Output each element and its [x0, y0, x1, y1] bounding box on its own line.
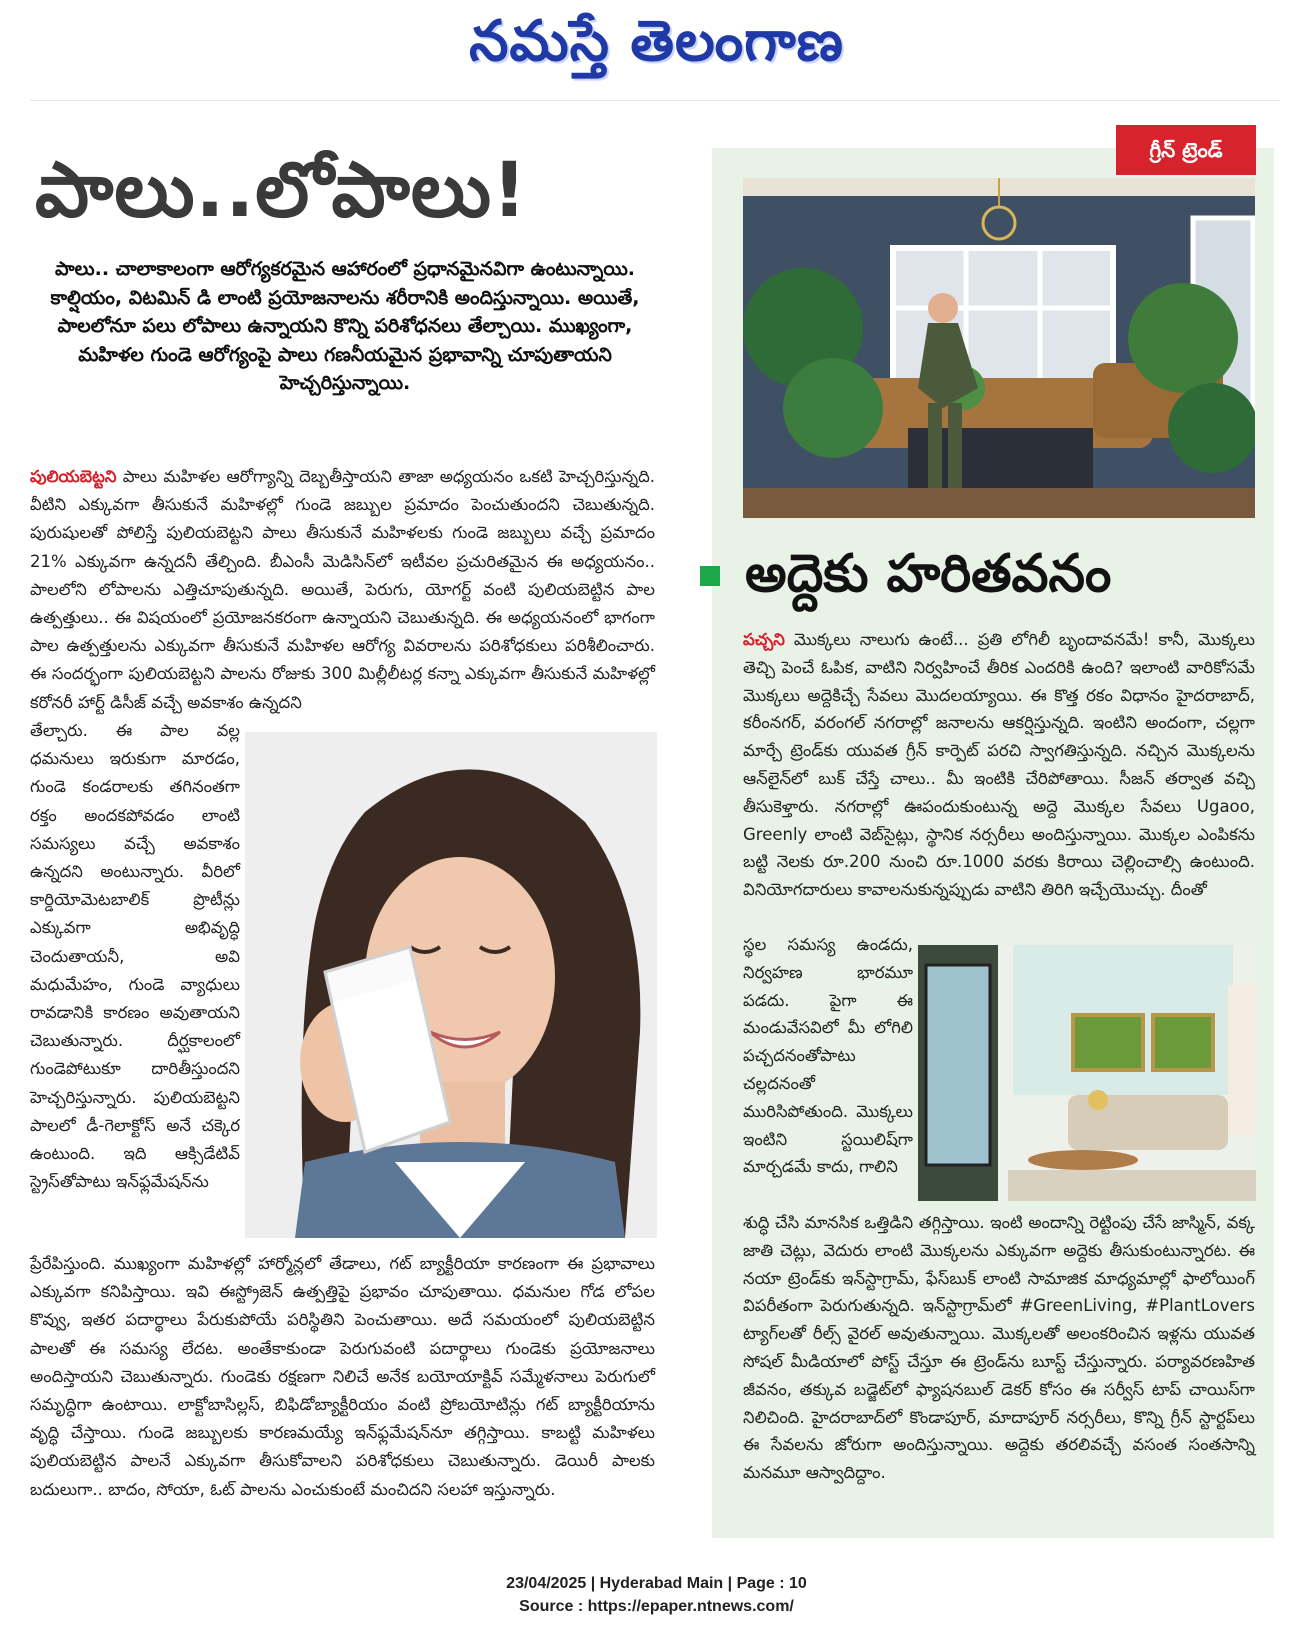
footer-source: Source : https://epaper.ntnews.com/	[519, 1598, 794, 1615]
right-body-bottom: శుద్ధి చేసి మానసిక ఒత్తిడిని తగ్గిస్తాయి. ఇంటి అందాన్ని రెట్టింపు చేసే జాస్మిన్, వక్క జాతి చెట్లు, వెదురు లాంటి మొక్కలను ఎక్కువగా అద్దెకు తీసుకుంటున్నారట. ఈ నయా ట్రెండ్‌కు ఇన్‌స్టాగ్రామ్, ఫేస్‌బుక్ లాంటి సామాజిక మాధ్యమాల్లో ఫాలోయింగ్ విపరీతంగా పెరుగుతున్నది. ఇన్‌స్టాగ్రామ్‌లో #GreenLiving, #PlantLovers ట్యాగ్‌లతో రీల్స్ వైరల్ అవుతున్నాయి. మొక్కలతో అలంకరించిన ఇళ్లను యువత సోషల్ మీడియాలో పోస్ట్ చేస్తూ ఈ ట్రెండ్‌ను బూస్ట్ చేస్తున్నారు. పర్యావరణహిత జీవనం, తక్కువ బడ్జెట్‌లో ఫ్యాషనబుల్ డెకర్ కోసం ఈ సర్వీస్ టాప్ చాయిస్‌గా నిలిచింది. హైదరాబాద్‌లో కొండాపూర్, మాదాపూర్ నర్సరీలు, కొన్ని గ్రీన్ స్టార్టప్‌లు ఈ సేవలను జోరుగా అందిస్తున్నాయి. అద్దెకు తరలివచ్చే వసంత సంతసాన్ని మనమూ ఆస్వాదిద్దాం.	[743, 1213, 1255, 1483]
living-room-photo	[918, 945, 1256, 1201]
right-drop-word: పచ్చని	[743, 630, 785, 649]
woman-with-plants-photo	[743, 178, 1255, 518]
left-body-top	[30, 463, 655, 717]
living-room-plants-illustration	[743, 178, 1255, 518]
left-deck: పాలు.. చాలాకాలంగా ఆరోగ్యకరమైన ఆహారంలో ప్రధానమైనవిగా ఉంటున్నాయి. కాల్షియం, విటమిన్ డి లాంటి ప్రయోజనాలను శరీరానికి అందిస్తున్నాయి. అయితే, పాలలోనూ పలు లోపాలు ఉన్నాయని కొన్ని పరిశోధనలు తేల్చాయి. ముఖ్యంగా, మహిళల గుండె ఆరోగ్యంపై పాలు గణనీయమైన ప్రభావాన్ని చూపుతాయని హెచ్చరిస్తున్నాయి.	[50, 258, 640, 394]
left-body-top-text: పాలు మహిళల ఆరోగ్యాన్ని దెబ్బతీస్తాయని తాజా అధ్యయనం ఒకటి హెచ్చరిస్తున్నది. వీటిని ఎక్కువగా తీసుకునే మహిళల్లో గుండె జబ్బుల ప్రమాదం పెంచుతుందని చెబుతున్నది. పురుషులతో పోలిస్తే పులియబెట్టని పాలు తీసుకునే మహిళలకు గుండె జబ్బులు వచ్చే ప్రమాదం 21% ఎక్కువగా ఉన్నదనీ తేల్చింది. బీఎంసీ మెడిసిన్‌లో ఇటీవల ప్రచురితమైన ఈ అధ్యయనం.. పాలలోని లోపాలను ఎత్తిచూపుతున్నది. అయితే, పెరుగు, యోగర్ట్ వంటి పులియబెట్టిన పాల ఉత్పత్తులు.. ఈ విషయంలో ప్రయోజనకరంగా ఉన్నాయని చెబుతున్నది. ఈ అధ్యయనంలో భాగంగా పాల ఉత్పత్తులను ఎక్కువగా తీసుకునే మహిళల ఆరోగ్య వివరాలను పరిశోధకులు పరిశీలించారు. ఈ సందర్భంగా పులియబెట్టని పాలను రోజుకు 300 మిల్లీలీటర్ల కన్నా ఎక్కువగా తీసుకునే మహిళల్లో కరోనరీ హార్ట్ డిసీజ్ వచ్చే అవకాశం ఉన్నదని	[30, 467, 655, 712]
left-body-bottom: ప్రేరేపిస్తుంది. ముఖ్యంగా మహిళల్లో హార్మోన్లలో తేడాలు, గట్ బ్యాక్టీరియా కారణంగా ఈ ప్రభావాలు ఎక్కువగా కనిపిస్తాయి. ఇవి ఈస్ట్రోజెన్ ఉత్పత్తిపై ప్రభావం చూపుతాయి. ధమనుల గోడ లోపల కొవ్వు, ఇతర పదార్థాలు పేరుకుపోయే పరిస్థితిని పెంచుతాయి. అదే సమయంలో పులియబెట్టిన పాలతో ఈ సమస్య లేదట. అంతేకాకుండా పెరుగువంటి పదార్థాలు గుండెకు ప్రయోజనాలు అందిస్తాయని చెబుతున్నారు. గుండెకు రక్షణగా నిలిచే అనేక బయోయాక్టివ్ సమ్మేళనాలు పెరుగులో సమృద్ధిగా ఉంటాయి. లాక్టోబాసిల్లస్, బిఫిడోబ్యాక్టీరియం వంటి ప్రోబయోటిన్లు గట్ బ్యాక్టీరియాను వృద్ధి చేస్తాయి. గుండె జబ్బులకు కారణమయ్యే ఇన్‌ఫ్లమేషన్‌నూ తగ్గిస్తాయి. కాబట్టి మహిళలు పులియబెట్టిన పాలనే ఎక్కువగా తీసుకోవాలని పరిశోధకులు చెబుతున్నారు. డెయిరీ పాలకు బదులుగా.. బాదం, సోయా, ఓట్ పాలను ఎంచుకుంటే మంచిదని సలహా ఇస్తున్నారు.	[30, 1254, 655, 1499]
woman-drinking-milk-illustration	[245, 732, 657, 1238]
right-body-top-text: మొక్కలు నాలుగు ఉంటే... ప్రతి లోగిలీ బృందావనమే! కానీ, మొక్కలు తెచ్చి పెంచే ఓపిక, వాటిని నిర్వహించే తీరిక ఎందరికి ఉంది? ఇలాంటి వారికోసమే మొక్కలు అద్దెకిచ్చే సేవలు మొదలయ్యాయి. ఈ కొత్త రకం విధానం హైదరాబాద్, కరీంనగర్, వరంగల్ నగరాల్లో జనాలను ఆకర్షిస్తున్నది. ఇంటిని అందంగా, చల్లగా మార్చే ట్రెండ్‌కు యువత గ్రీన్ కార్పెట్ పరచి స్వాగతిస్తున్నది. నచ్చిన మొక్కలను ఆన్‌లైన్‌లో బుక్ చేస్తే చాలు.. మీ ఇంటికి చేరిపోతాయి. సీజన్ తర్వాత వచ్చి తీసుకెళ్తారు. నగరాల్లో ఊపందుకుంటున్న అద్దె మొక్కల సేవలు Ugaoo, Greenly లాంటి వెబ్‌సైట్లు, స్థానిక నర్సరీలు అందిస్తున్నాయి. మొక్కల ఎంపికను బట్టి నెలకు రూ.200 నుంచి రూ.1000 వరకు కిరాయి చెల్లించాల్సి ఉంటుంది. వినియోగదారులు కావాలనుకున్నప్పుడు వాటిని తిరిగి ఇచ్చేయొచ్చు. దీంతో	[743, 630, 1255, 900]
modern-living-room-illustration	[918, 945, 1256, 1201]
left-headline: పాలు..లోపాలు!	[35, 145, 528, 234]
right-body-narrow: స్థల సమస్య ఉండదు, నిర్వహణ భారమూ పడదు. పైగా ఈ మండువేసవిలో మీ లోగిలి పచ్చదనంతోపాటు చల్లదనంతో మురిసిపోతుంది. మొక్కలు ఇంటిని స్టయిలిష్‌గా మార్చడమే కాదు, గాలిని	[743, 935, 913, 1177]
right-body-top	[743, 626, 1255, 904]
footer-date-edition: 23/04/2025 | Hyderabad Main | Page : 10	[506, 1575, 807, 1592]
left-body-narrow: తేల్చారు. ఈ పాల వల్ల ధమనులు ఇరుకుగా మారడం, గుండె కండరాలకు తగినంతగా రక్తం అందకపోవడం లాంటి సమస్యలు వచ్చే అవకాశం ఉన్నదని అంటున్నారు. వీరిలో కార్డియోమెటబాలిక్ ప్రొటీన్లు ఎక్కువగా అభివృద్ధి చెందుతాయనీ, అవి మధుమేహం, గుండె వ్యాధులు రావడానికి కారణం అవుతాయని చెబుతున్నారు. దీర్ఘకాలంలో గుండెపోటుకూ దారితీస్తుందని హెచ్చరిస్తున్నారు. పులియబెట్టని పాలలో డీ-గెలాక్టోస్ అనే చక్కెర ఉంటుంది. ఇది ఆక్సిడేటివ్ స్ట్రెస్‌తోపాటు ఇన్‌ఫ్లమేషన్‌ను	[30, 721, 240, 1192]
right-headline: అద్దెకు హరితవనం	[745, 544, 1112, 604]
masthead-logo: నమస్తే తెలంగాణ	[469, 8, 844, 74]
woman-drinking-milk-photo	[245, 732, 657, 1238]
right-headline-row	[700, 540, 1270, 608]
masthead-divider	[30, 100, 1280, 101]
green-trend-tag: గ్రీన్ ట్రెండ్	[1116, 125, 1256, 175]
green-bullet-icon	[700, 566, 720, 586]
left-drop-word: పులియబెట్టని	[30, 467, 117, 486]
masthead	[0, 0, 1313, 100]
